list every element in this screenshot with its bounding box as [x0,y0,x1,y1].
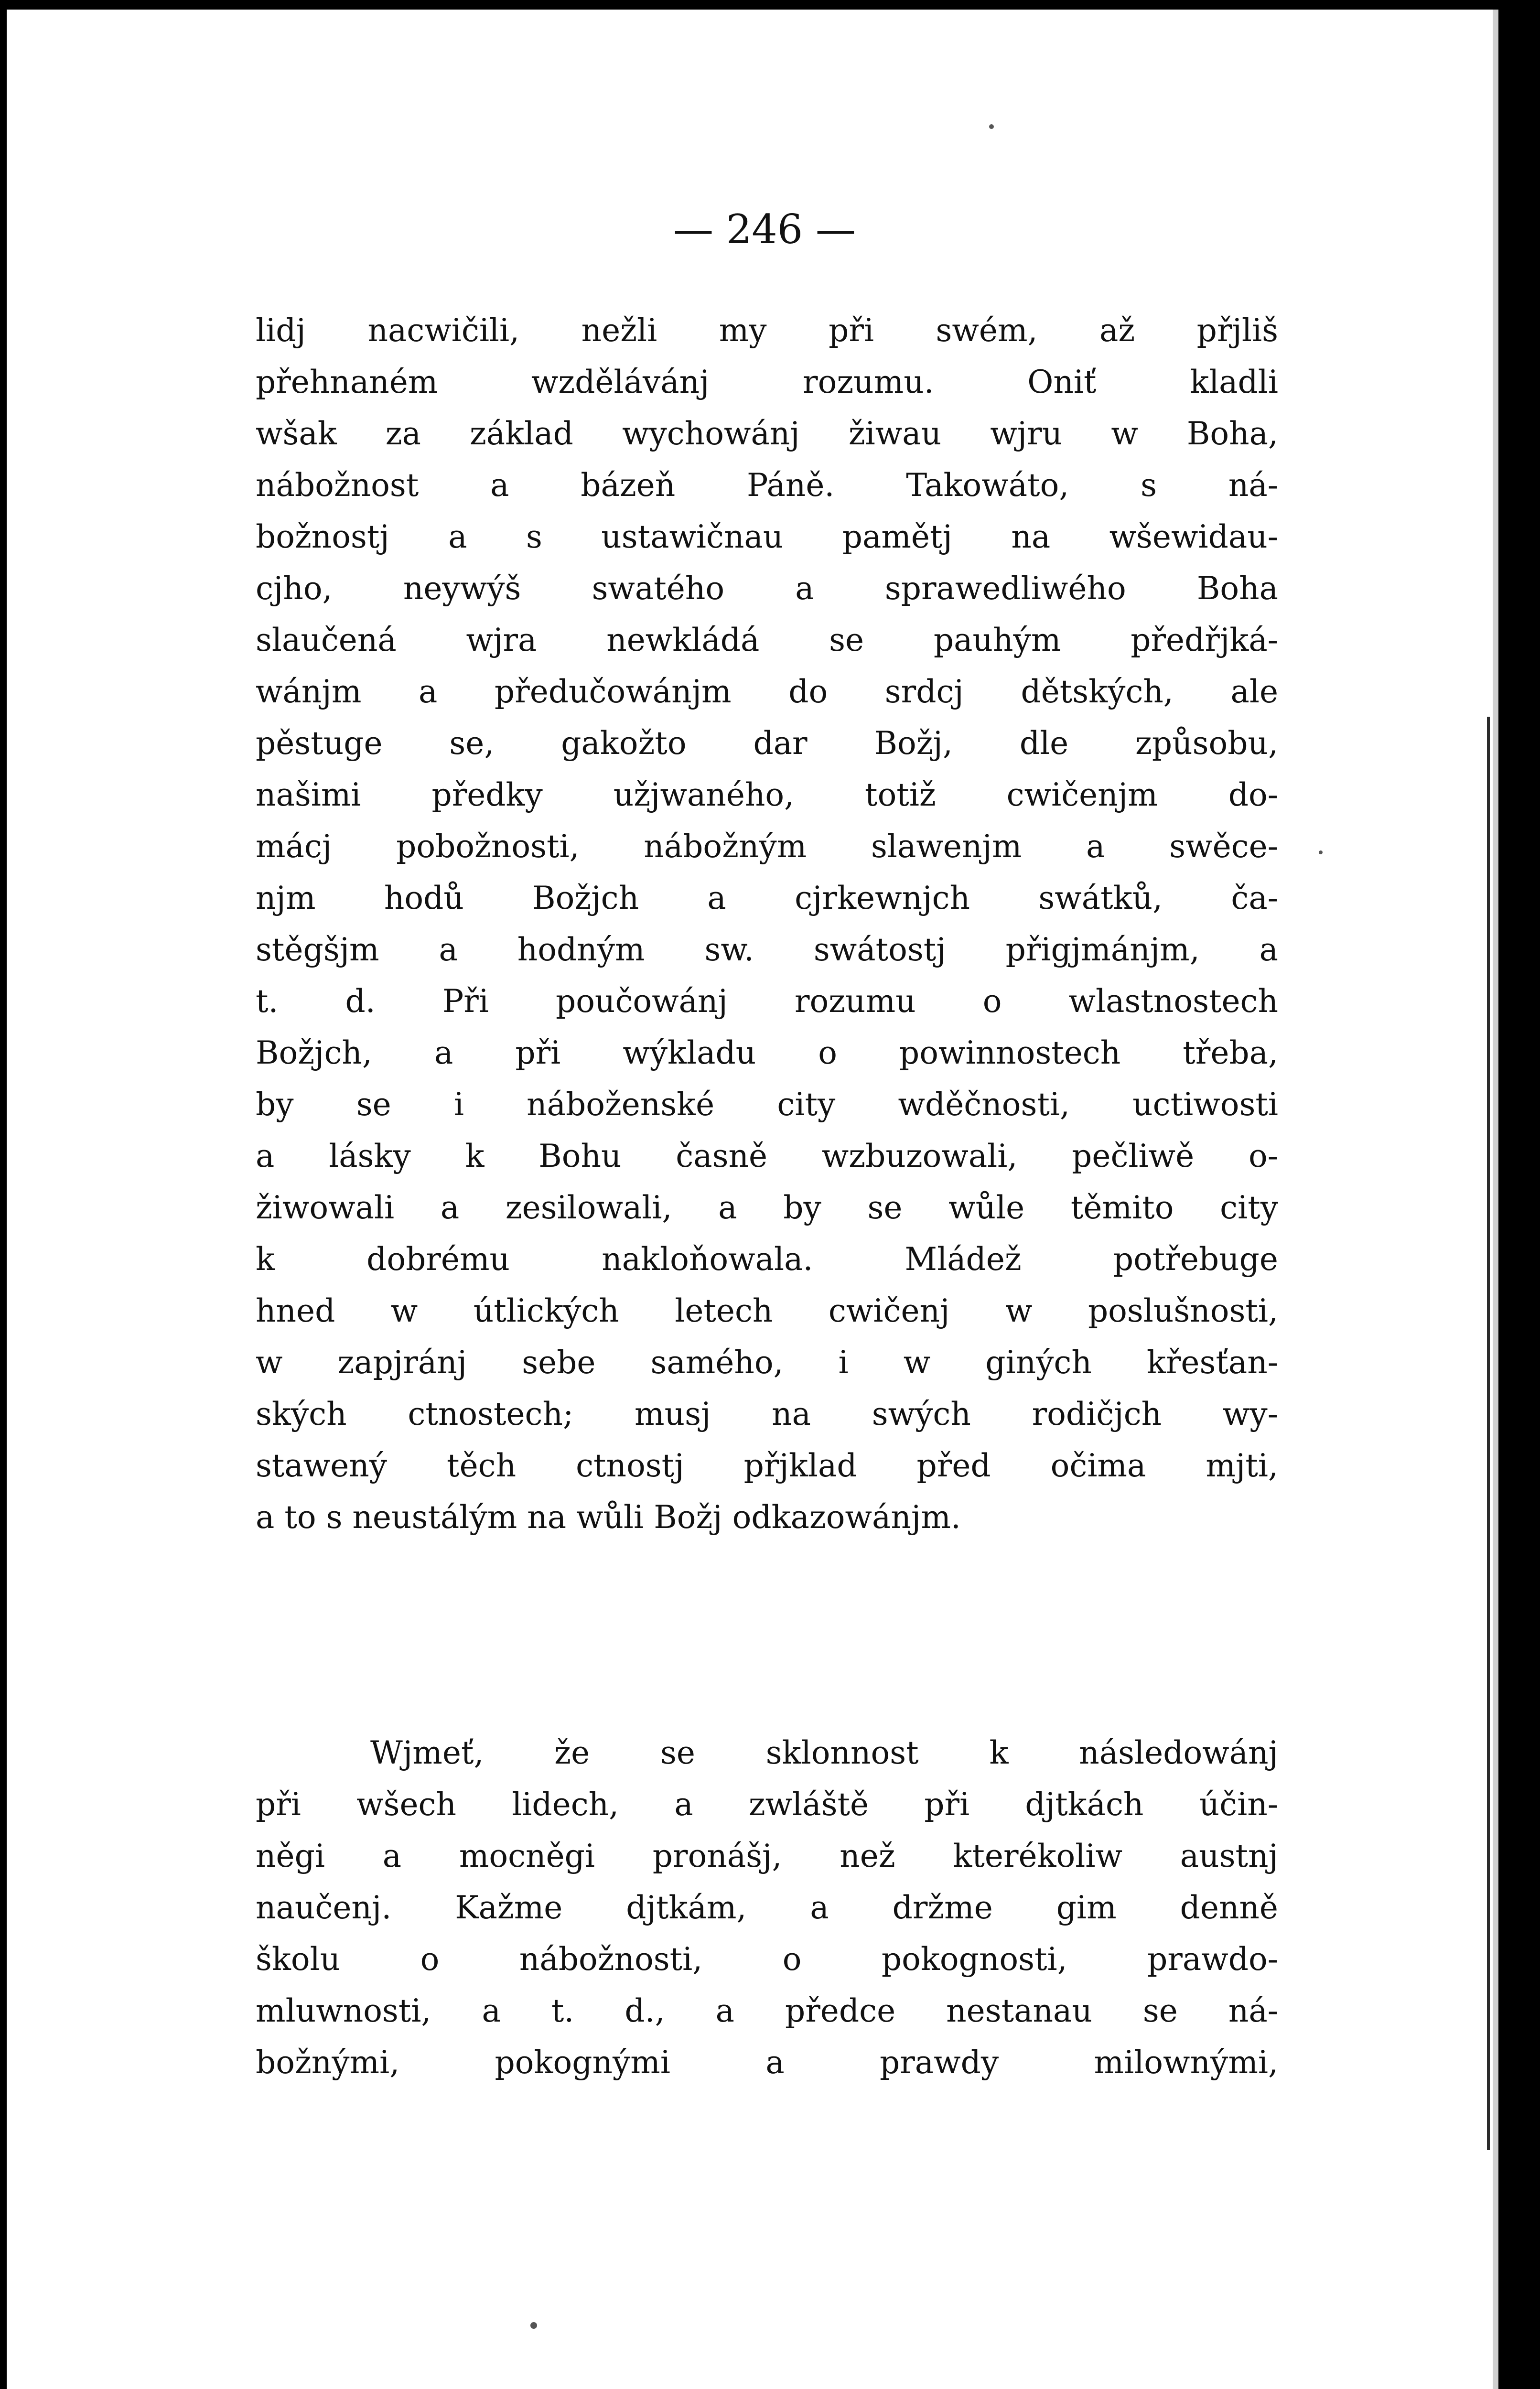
text-line: stawený těch ctnostj přjklad před očima mjti, [256,1447,1278,1484]
text-line: při wšech lidech, a zwláště při djtkách účin- [256,1786,1278,1823]
text-line: něgi a mocněgi pronášj, než kterékoliw austnj [256,1838,1278,1874]
text-line: nábožnost a bázeň Páně. Takowáto, s ná- [256,467,1278,504]
text-line: žiwowali a zesilowali, a by se wůle těmito city [256,1189,1278,1226]
text-line: Wjmeť, že se sklonnost k následowánj [370,1734,1278,1771]
paper-speck [530,2322,537,2329]
text-line: cjho, neywýš swatého a sprawedliwého Boha [256,570,1278,607]
text-line: by se i náboženské city wděčnosti, uctiwosti [256,1086,1278,1123]
text-line: slaučená wjra newkládá se pauhým předřjká- [256,622,1278,658]
text-line: wšak za základ wychowánj žiwau wjru w Boha, [256,415,1278,452]
paper-speck [989,124,994,129]
text-line: přehnaném wzdělávánj rozumu. Oniť kladli [256,364,1278,400]
text-line: a lásky k Bohu časně wzbuzowali, pečliwě o- [256,1138,1278,1174]
text-line: lidj nacwičili, nežli my při swém, až přjliš [256,312,1278,349]
text-line: t. d. Při poučowánj rozumu o wlastnostech [256,983,1278,1020]
text-line: božnými, pokognými a prawdy milownými, [256,2044,1278,2081]
text-line: wánjm a předučowánjm do srdcj dětských, ale [256,673,1278,710]
text-line: a to s neustálým na wůli Božj odkazowánjm. [256,1499,961,1536]
text-line: w zapjránj sebe samého, i w giných křesťan- [256,1344,1278,1381]
text-line: ských ctnostech; musj na swých rodičjch wy- [256,1396,1278,1432]
page-edge [1493,10,1498,2389]
text-line: školu o nábožnosti, o pokognosti, prawdo- [256,1941,1278,1978]
text-line: mácj pobožnosti, nábožným slawenjm a swěce- [256,828,1278,865]
text-line: božnostj a s ustawičnau pamětj na wšewidau- [256,518,1278,555]
text-line: naučenj. Kažme djtkám, a držme gim denně [256,1889,1278,1926]
text-line: mluwnosti, a t. d., a předce nestanau se ná- [256,1992,1278,2029]
paragraph-2 [256,1727,1278,2088]
paper-speck [1319,850,1323,854]
text-line: njm hodů Božjch a cjrkewnjch swátků, ča- [256,880,1278,916]
text-line: Božjch, a při wýkladu o powinnostech třeba, [256,1034,1278,1071]
text-line: hned w útlických letech cwičenj w poslušnosti, [256,1292,1278,1329]
text-line: stěgšjm a hodným sw. swátostj přigjmánjm, a [256,931,1278,968]
text-line: k dobrému nakloňowala. Mládež potřebuge [256,1241,1278,1278]
page-number: — 246 — [673,206,856,253]
binding-shadow [1487,717,1490,2150]
text-line: pěstuge se, gakožto dar Božj, dle způsobu, [256,725,1278,762]
text-line: našimi předky užjwaného, totiž cwičenjm do- [256,776,1278,813]
paragraph-1 [256,305,1278,1543]
